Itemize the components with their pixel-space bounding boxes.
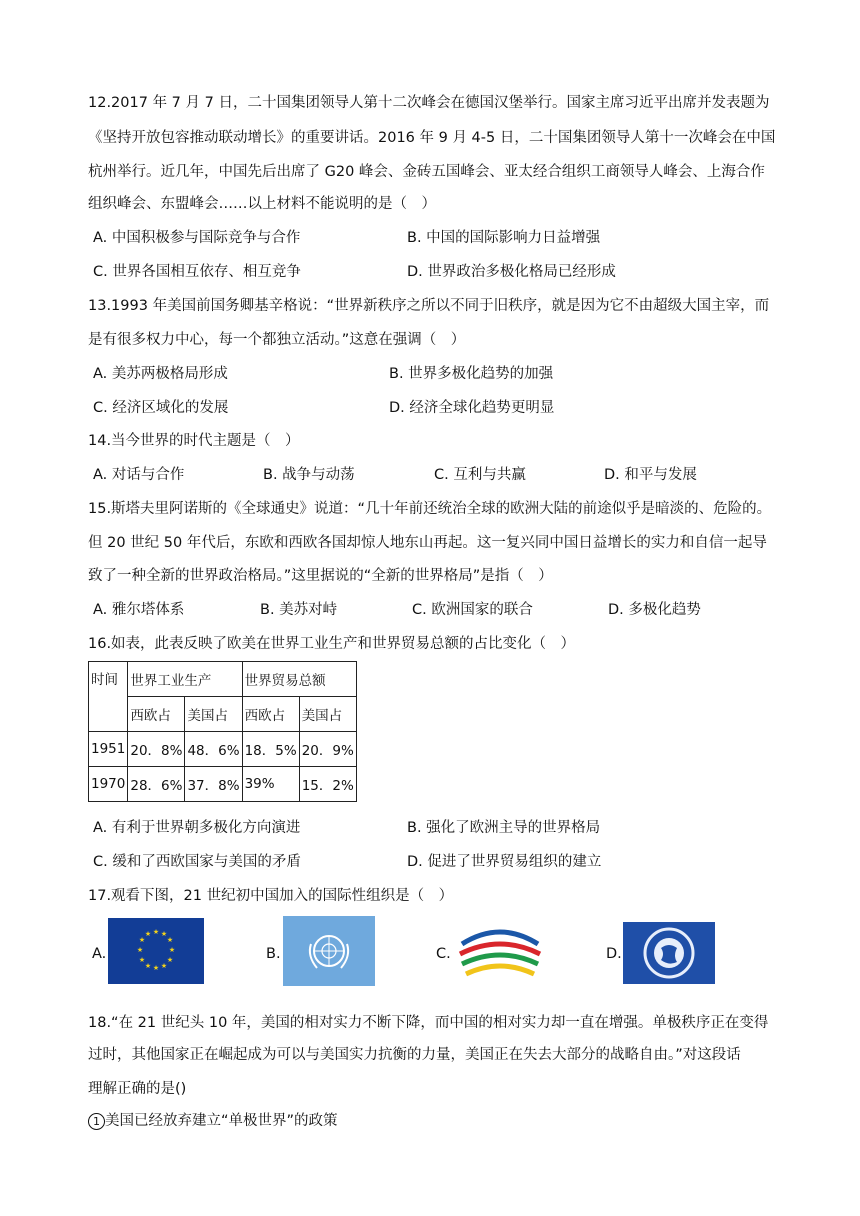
q15-line-2: 但 20 世纪 50 年代后，东欧和西欧各国却惊人地东山再起。这一复兴同中国日益增长的实力和自信一起导 bbox=[88, 535, 767, 551]
q16-option-c: C. 缓和了西欧国家与美国的矛盾 bbox=[93, 854, 301, 870]
q15-option-d: D. 多极化趋势 bbox=[608, 602, 701, 618]
q12-option-a: A. 中国积极参与国际竞争与合作 bbox=[93, 230, 301, 246]
table-header-industry: 世界工业生产 bbox=[128, 662, 242, 697]
table-cell: 15．2% bbox=[299, 767, 356, 802]
q16-line-1: 16.如表，此表反映了欧美在世界工业生产和世界贸易总额的占比变化（ ） bbox=[88, 636, 576, 652]
svg-text:★: ★ bbox=[160, 962, 168, 970]
table-cell: 39% bbox=[242, 767, 299, 802]
q18-line-1: 18.“在 21 世纪头 10 年，美国的相对实力不断下降，而中国的相对实力却一直在增强。单极秩序正在变得 bbox=[88, 1015, 769, 1031]
table-cell: 20．9% bbox=[299, 732, 356, 767]
q14-option-c: C. 互利与共赢 bbox=[434, 467, 526, 483]
table-cell: 20．8% bbox=[128, 732, 185, 767]
table-row bbox=[89, 732, 357, 767]
q17-option-d: D. bbox=[606, 946, 622, 962]
q15-line-1: 15.斯塔夫里阿诺斯的《全球通史》说道：“几十年前还统治全球的欧洲大陆的前途似乎是暗淡的、危险的。 bbox=[88, 501, 772, 517]
q14-option-d: D. 和平与发展 bbox=[604, 467, 697, 483]
q15-option-b: B. 美苏对峙 bbox=[260, 602, 338, 618]
q13-option-a: A. 美苏两极格局形成 bbox=[93, 366, 228, 382]
q14-option-b: B. 战争与动荡 bbox=[263, 467, 355, 483]
q15-option-a: A. 雅尔塔体系 bbox=[93, 602, 185, 618]
svg-text:★: ★ bbox=[144, 930, 152, 938]
q15-option-c: C. 欧洲国家的联合 bbox=[412, 602, 533, 618]
q17-option-b: B. bbox=[266, 946, 281, 962]
q18-item-1-text: 美国已经放弃建立“单极世界”的政策 bbox=[105, 1113, 338, 1129]
table-cell: 37．8% bbox=[185, 767, 242, 802]
table-subheader: 西欧占 bbox=[242, 697, 299, 732]
q13-line-2: 是有很多权力中心，每一个都独立活动。”这意在强调（ ） bbox=[88, 332, 466, 348]
q14-line-1: 14.当今世界的时代主题是（ ） bbox=[88, 433, 300, 449]
svg-text:★: ★ bbox=[166, 936, 174, 944]
q12-line-2: 《坚持开放包容推动联动增长》的重要讲话。2016 年 9 月 4-5 日，二十国集团领导人第十一次峰会在中国 bbox=[88, 130, 776, 146]
table-header-trade: 世界贸易总额 bbox=[242, 662, 356, 697]
q16-option-b: B. 强化了欧洲主导的世界格局 bbox=[407, 820, 601, 836]
table-cell: 18．5% bbox=[242, 732, 299, 767]
circled-number-1: 1 bbox=[88, 1113, 105, 1130]
data-table bbox=[88, 661, 357, 802]
q13-option-b: B. 世界多极化趋势的加强 bbox=[389, 366, 554, 382]
q12-line-3: 杭州举行。近几年，中国先后出席了 G20 峰会、金砖五国峰会、亚太经合组织工商领导人峰会、上海合作 bbox=[88, 164, 765, 180]
q12-line-1: 12.2017 年 7 月 7 日，二十国集团领导人第十二次峰会在德国汉堡举行。国家主席习近平出席并发表题为 bbox=[88, 95, 770, 111]
q17-option-a: A. bbox=[92, 946, 107, 962]
table-cell: 1970 bbox=[89, 767, 128, 802]
svg-text:★: ★ bbox=[152, 928, 160, 936]
table-subheader: 西欧占 bbox=[128, 697, 185, 732]
q14-option-a: A. 对话与合作 bbox=[93, 467, 185, 483]
q12-option-d: D. 世界政治多极化格局已经形成 bbox=[407, 264, 616, 280]
q18-line-3: 理解正确的是() bbox=[88, 1081, 187, 1097]
svg-text:★: ★ bbox=[138, 936, 146, 944]
table-cell: 28．6% bbox=[128, 767, 185, 802]
q16-option-a: A. 有利于世界朝多极化方向演进 bbox=[93, 820, 301, 836]
eu-flag-icon bbox=[108, 918, 204, 984]
svg-text:★: ★ bbox=[168, 946, 176, 954]
svg-text:★: ★ bbox=[166, 956, 174, 964]
q13-line-1: 13.1993 年美国前国务卿基辛格说：“世界新秩序之所以不同于旧秩序，就是因为它不由超级大国主宰，而 bbox=[88, 298, 770, 314]
svg-text:★: ★ bbox=[136, 946, 144, 954]
q15-line-3: 致了一种全新的世界政治格局。”这里据说的“全新的世界格局”是指（ ） bbox=[88, 568, 553, 584]
svg-text:★: ★ bbox=[138, 956, 146, 964]
svg-text:★: ★ bbox=[144, 962, 152, 970]
imf-logo-icon bbox=[623, 922, 715, 984]
svg-text:★: ★ bbox=[160, 930, 168, 938]
q12-option-c: C. 世界各国相互依存、相互竞争 bbox=[93, 264, 301, 280]
q17-option-c: C. bbox=[436, 946, 451, 962]
table-cell: 1951 bbox=[89, 732, 128, 767]
q16-option-d: D. 促进了世界贸易组织的建立 bbox=[407, 854, 602, 870]
table-row bbox=[89, 767, 357, 802]
table-header-time: 时间 bbox=[89, 662, 128, 732]
table-cell: 48．6% bbox=[185, 732, 242, 767]
q17-line-1: 17.观看下图，21 世纪初中国加入的国际性组织是（ ） bbox=[88, 888, 454, 904]
q13-option-c: C. 经济区域化的发展 bbox=[93, 400, 229, 416]
un-flag-icon bbox=[283, 916, 375, 986]
wto-logo-icon bbox=[452, 922, 548, 984]
q18-line-2: 过时，其他国家正在崛起成为可以与美国实力抗衡的力量，美国正在失去大部分的战略自由。”对这段话 bbox=[88, 1047, 741, 1063]
q13-option-d: D. 经济全球化趋势更明显 bbox=[389, 400, 555, 416]
table-subheader: 美国占 bbox=[185, 697, 242, 732]
table-subheader: 美国占 bbox=[299, 697, 356, 732]
q12-option-b: B. 中国的国际影响力日益增强 bbox=[407, 230, 601, 246]
q18-item-1 bbox=[88, 1109, 338, 1130]
svg-text:★: ★ bbox=[152, 964, 160, 972]
q12-line-4: 组织峰会、东盟峰会……以上材料不能说明的是（ ） bbox=[88, 196, 436, 212]
